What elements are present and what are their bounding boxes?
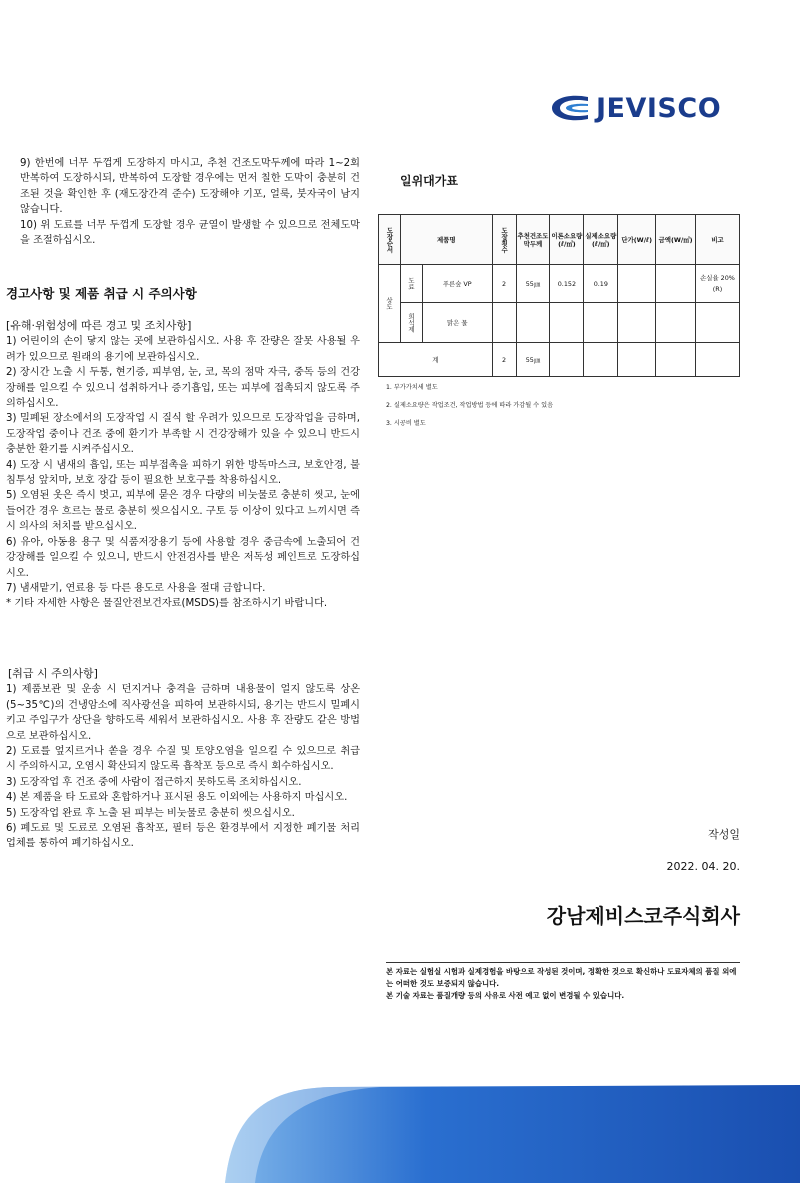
handling-item: 3) 도장작업 후 건조 중에 사람이 접근하지 못하도록 조치하십시오. — [6, 776, 302, 788]
table-total-row — [379, 343, 740, 377]
handling-item: 4) 본 제품을 타 도료와 혼합하거나 표시된 용도 이외에는 사용하지 마십시오. — [6, 792, 348, 804]
handling-item: 5) 도장작업 완료 후 노출 된 피부는 비눗물로 충분히 씻으십시오. — [6, 807, 295, 819]
dft-cell — [516, 303, 550, 343]
hazard-item: 4) 도장 시 냄새의 흡입, 또는 피부접촉을 피하기 위한 방독마스크, 보호안경, 불침투성 앞치마, 보호 장갑 등이 필요한 보호구를 착용하십시오. — [6, 459, 360, 487]
brand-name: JEVISCO — [596, 92, 722, 124]
total-coats: 2 — [492, 343, 516, 377]
hazard-item: 5) 오염된 옷은 즉시 벗고, 피부에 묻은 경우 다량의 비눗물로 충분히 씻고, 눈에 들어간 경우 흐르는 물로 충분히 씻으십시오. 구토 등 이상이 있다고 느끼시면 즉시 의사의 처치를 받으십시오. — [6, 490, 360, 533]
disclaimer-line: 본 자료는 실험실 시험과 실제경험을 바탕으로 작성된 것이며, 정확한 것으로 확신하나 도료자체의 품질 외에는 어떠한 것도 보증되지 않습니다. — [386, 967, 737, 988]
header-dft: 추천건조도막두께 — [516, 215, 550, 265]
empty-cell — [696, 343, 740, 377]
disclaimer-line: 본 기술 자료는 품질개량 등의 사유로 사전 예고 없이 변경될 수 있습니다. — [386, 991, 625, 1000]
hazard-heading: [유해·위험성에 따른 경고 및 조치사항] — [6, 319, 192, 332]
actual-cell — [584, 303, 618, 343]
disclaimer — [386, 966, 740, 1002]
amount-cell — [656, 303, 696, 343]
hazard-item: 7) 냄새맡기, 연료용 등 다른 용도로 사용을 절대 금합니다. — [6, 582, 266, 594]
brand-logo — [548, 88, 748, 128]
remark-cell — [696, 303, 740, 343]
handling-section — [6, 666, 360, 852]
intro-section — [6, 156, 360, 248]
hazard-item: 3) 밀폐된 장소에서의 도장작업 시 질식 할 우려가 있으므로 도장작업을 금하며, 도장작업 중이나 건조 중에 환기가 부족할 시 건강장해가 있을 수 있으니 반드시 충분한 환기를 시켜주십시오. — [6, 413, 360, 456]
intro-item-9: 9) 한번에 너무 두껍게 도장하지 마시고, 추천 건조도막두께에 따라 1~2회 반복하여 도장하시되, 반복하여 도장할 경우에는 먼저 칠한 도막이 충분히 건조된 것을 확인한 후 (재도장간격 준수) 도장해야 기포, 얼룩, 붓자국이 남지 않습니다. — [20, 158, 360, 216]
hazard-item: 2) 장시간 노출 시 두통, 현기증, 피부염, 눈, 코, 목의 점막 자극, 중독 등의 건강장해를 일으킬 수 있으니 섭취하거나 증기흡입, 또는 피부에 접촉되지 않도록 주의하십시오. — [6, 367, 360, 410]
date-label: 작성일 — [708, 828, 740, 841]
product-cell: 맑은 물 — [422, 303, 492, 343]
remark-cell: 손실율 20%(R) — [696, 265, 740, 303]
header-product: 제품명 — [400, 215, 492, 265]
handling-item: 2) 도료를 엎지르거나 쏟을 경우 수질 및 토양오염을 일으킬 수 있으므로 취급 시 주의하시고, 오염시 확산되지 않도록 흡착포 등으로 즉시 회수하십시오. — [6, 746, 360, 773]
intro-item-10: 10) 위 도료를 너무 두껍게 도장할 경우 균열이 발생할 수 있으므로 전체도막을 조절하십시오. — [20, 219, 360, 247]
sub-cell: 희석제 — [400, 303, 422, 343]
table-note: 1. 부가가치세 별도 — [386, 384, 438, 391]
header-unit-price: 단가(W/ℓ) — [618, 215, 656, 265]
table-row — [379, 265, 740, 303]
header-process: 도장순서 — [379, 215, 401, 265]
coats-cell: 2 — [492, 265, 516, 303]
coats-cell — [492, 303, 516, 343]
table-title: 일위대가표 — [400, 174, 458, 188]
handling-heading: [취급 시 주의사항] — [8, 667, 98, 680]
group-cell: 상도 — [379, 265, 401, 343]
company-name: 강남제비스코주식회사 — [546, 904, 740, 928]
theory-cell — [550, 303, 584, 343]
hazard-item: 6) 유아, 아동용 용구 및 식품저장용기 등에 사용할 경우 중금속에 노출되어 건강장해를 일으킬 수 있으니, 반드시 안전검사를 받은 저독성 페인트로 도장하십시오. — [6, 536, 360, 579]
sub-cell: 도료 — [400, 265, 422, 303]
header-amount: 금액(W/㎡) — [656, 215, 696, 265]
header-theory: 이론소요량(ℓ/㎡) — [550, 215, 584, 265]
amount-cell — [656, 265, 696, 303]
table-row — [379, 303, 740, 343]
table-note: 2. 실제소요량은 작업조건, 작업방법 등에 따라 가감될 수 있음 — [386, 402, 554, 409]
empty-cell — [656, 343, 696, 377]
unit-price-cell — [618, 265, 656, 303]
header-actual: 실제소요량(ℓ/㎡) — [584, 215, 618, 265]
empty-cell — [584, 343, 618, 377]
footer-band — [0, 1085, 800, 1183]
product-cell: 푸른숲 VP — [422, 265, 492, 303]
unit-cost-table — [378, 214, 740, 377]
total-label: 계 — [379, 343, 493, 377]
theory-cell: 0.152 — [550, 265, 584, 303]
handling-item: 1) 제품보관 및 운송 시 던지거나 충격을 금하며 내용물이 얼지 않도록 상온(5~35℃)의 건냉암소에 직사광선을 피하여 보관하시되, 용기는 반드시 밀폐시키고 주입구가 상단을 향하도록 세워서 보관하십시오. 사용 후 잔량도 같은 방법으로 보관하십시오. — [6, 684, 360, 742]
divider — [386, 962, 740, 963]
hazard-item: 1) 어린이의 손이 닿지 않는 곳에 보관하십시오. 사용 후 잔량은 잘못 사용될 우려가 있으므로 원래의 용기에 보관하십시오. — [6, 336, 360, 363]
warning-section-title: 경고사항 및 제품 취급 시 주의사항 — [6, 286, 197, 301]
empty-cell — [618, 343, 656, 377]
jevisco-swoosh-icon — [548, 93, 592, 123]
hazard-item: * 기타 자세한 사항은 물질안전보건자료(MSDS)를 참조하시기 바랍니다. — [6, 598, 328, 610]
handling-item: 6) 폐도료 및 도료로 오염된 흡착포, 필터 등은 환경부에서 지정한 폐기물 처리업체를 통하여 폐기하십시오. — [6, 823, 360, 850]
date-value: 2022. 04. 20. — [666, 860, 740, 873]
header-coats: 도장횟수 — [492, 215, 516, 265]
unit-price-cell — [618, 303, 656, 343]
table-header-row — [379, 215, 740, 265]
table-note: 3. 시공비 별도 — [386, 420, 426, 427]
header-remark: 비고 — [696, 215, 740, 265]
hazard-section — [6, 318, 360, 612]
total-dft: 55㎛ — [516, 343, 550, 377]
actual-cell: 0.19 — [584, 265, 618, 303]
empty-cell — [550, 343, 584, 377]
dft-cell: 55㎛ — [516, 265, 550, 303]
